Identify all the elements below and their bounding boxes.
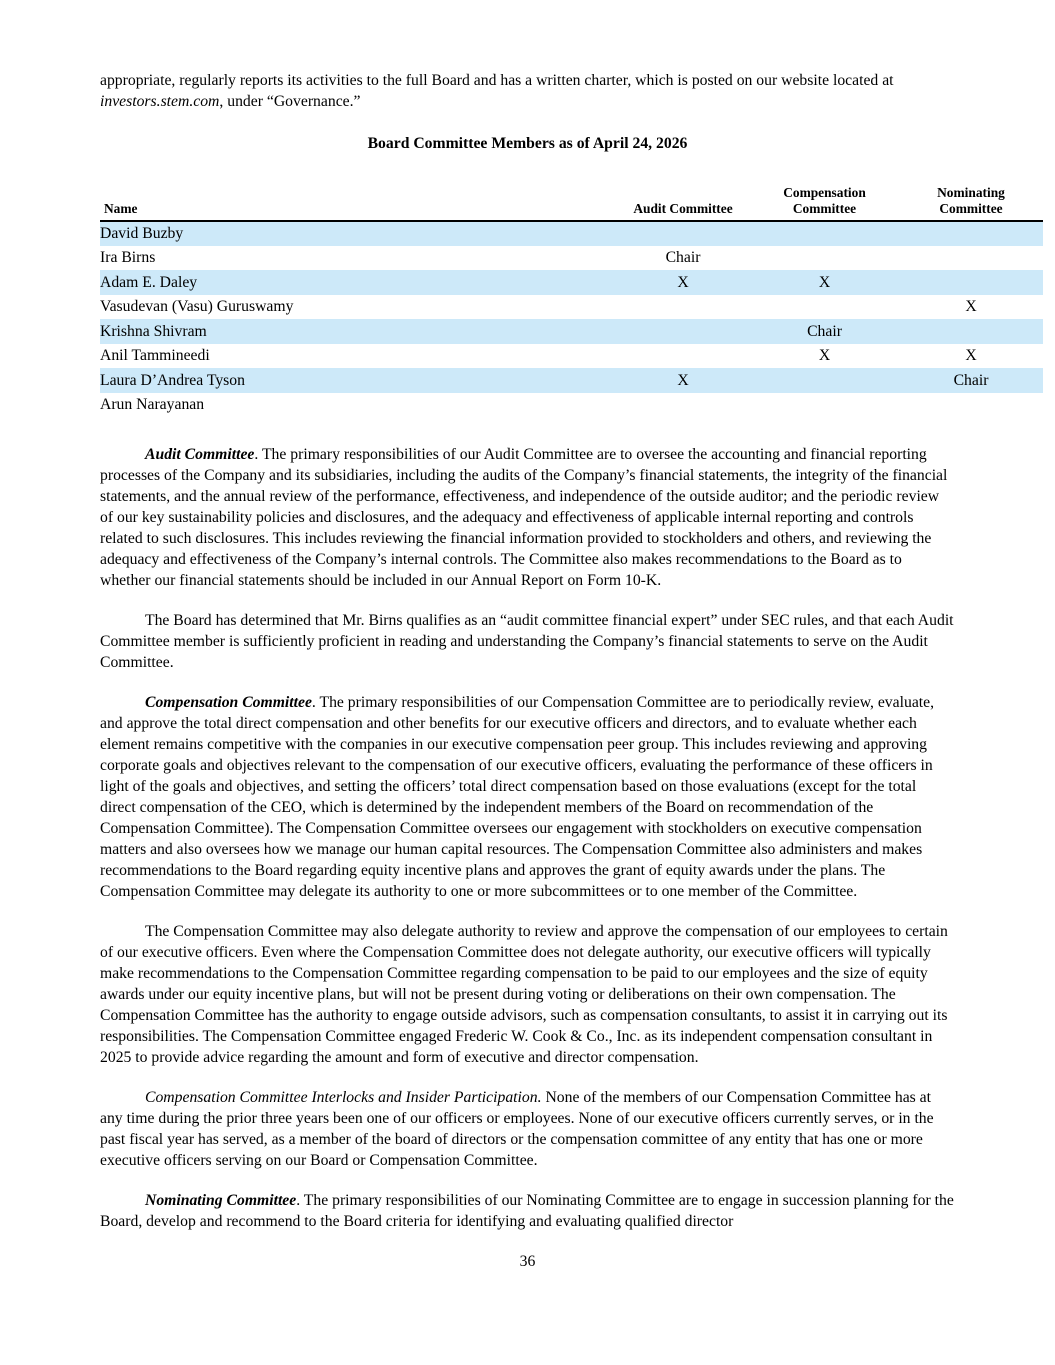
table-row [100, 221, 1043, 246]
cell-audit: Chair [665, 249, 701, 267]
paragraph-body: . The primary responsibilities of our Compensation Committee are to periodically review, evaluate, and approve the total direct compensation and other benefits for our executive officers and directors, and to evaluate whether each element remains competitive with the companies in our executive compensation peer group. This includes reviewing and approving corporate goals and objectives relevant to the compensation of our executive officers, evaluating the performance of these officers in light of the goals and objectives, and setting the officers’ total direct compensation based on those evaluations (except for the total direct compensation of the CEO, which is determined by the independent members of the Board on recommendation of the Compensation Committee). The Compensation Committee oversees our engagement with stockholders on executive compensation matters and also oversees how we manage our human capital resources. The Compensation Committee also administers and makes recommendations to the Board regarding equity incentive plans and approves the grant of equity awards under the plans. The Compensation Committee may delegate its authority to one or more subcommittees or to one member of the Committee. [100, 694, 935, 900]
cell-compensation [750, 368, 899, 393]
paragraph-compensation-committee [100, 692, 955, 902]
cell-name: Arun Narayanan [100, 396, 205, 414]
cell-compensation [750, 393, 899, 418]
cell-name: Krishna Shivram [100, 322, 207, 340]
cell-nominating [899, 246, 1043, 271]
cell-nominating: X [965, 298, 977, 316]
table-header [100, 185, 1043, 221]
cell-nominating [899, 221, 1043, 246]
table-body [100, 221, 1043, 417]
paragraph-compensation-delegation [100, 921, 955, 1068]
website-text: investors.stem.com [100, 93, 220, 110]
table-row [100, 344, 1043, 369]
cell-name: Laura D’Andrea Tyson [100, 371, 245, 389]
paragraph-lead: Nominating Committee [145, 1192, 297, 1209]
cell-audit: X [677, 273, 689, 291]
cell-audit [616, 393, 750, 418]
table-row [100, 368, 1043, 393]
cell-compensation: X [818, 273, 831, 291]
header-compensation-committee: Compensation Committee [750, 185, 899, 221]
cell-nominating [899, 393, 1043, 418]
header-name: Name [100, 185, 616, 221]
table-row [100, 295, 1043, 320]
paragraph-body: . The primary responsibilities of our Nominating Committee are to engage in succession planning for the Board, develop and recommend to the Board criteria for identifying and evaluating qualified director [100, 1192, 954, 1230]
cell-compensation: X [818, 347, 831, 365]
cell-audit [616, 344, 750, 369]
table-row [100, 393, 1043, 418]
committee-members-table [100, 185, 1043, 417]
paragraph-lead: Compensation Committee Interlocks and Insider Participation. [145, 1089, 542, 1106]
intro-paragraph [100, 70, 955, 112]
paragraph-body: The Board has determined that Mr. Birns qualifies as an “audit committee financial expert” under SEC rules, and that each Audit Committee member is sufficiently proficient in reading and understanding the Company’s financial statements to serve on the Audit Committee. [100, 612, 954, 671]
cell-name: Adam E. Daley [100, 273, 198, 291]
intro-text-after: , under “Governance.” [219, 93, 361, 110]
header-audit-committee: Audit Committee [616, 185, 750, 221]
intro-text-before: appropriate, regularly reports its activities to the full Board and has a written charter, which is posted on our website located at [100, 72, 894, 89]
cell-nominating: X [965, 347, 977, 365]
header-nominating-committee: Nominating Committee [899, 185, 1043, 221]
cell-audit [616, 295, 750, 320]
cell-audit: X [677, 371, 689, 389]
cell-compensation: Chair [807, 322, 842, 340]
paragraph-body: The Compensation Committee may also delegate authority to review and approve the compensation of our employees to certain of our executive officers. Even where the Compensation Committee does not delegate authority, our executive officers will typically make recommendations to the Compensation Committee regarding compensation to be paid to our employees and the size of equity awards under our equity incentive plans, but will not be present during voting or deliberations on their own compensation. The Compensation Committee has the authority to engage outside advisors, such as compensation consultants, to assist it in carrying out its responsibilities. The Compensation Committee engaged Frederic W. Cook & Co., Inc. as its independent compensation consultant in 2025 to provide advice regarding the amount and form of executive and director compensation. [100, 923, 948, 1066]
cell-nominating: Chair [953, 371, 989, 389]
section-title: Board Committee Members as of April 24, 2026 [367, 135, 688, 152]
cell-name: Anil Tammineedi [100, 347, 210, 365]
table-row [100, 246, 1043, 271]
paragraph-interlocks [100, 1087, 955, 1171]
cell-compensation [750, 221, 899, 246]
header-row [100, 185, 1043, 221]
cell-audit [616, 319, 750, 344]
cell-compensation [750, 246, 899, 271]
paragraph-audit-committee [100, 444, 955, 591]
paragraph-audit-expert [100, 610, 955, 673]
paragraph-nominating-committee [100, 1190, 955, 1232]
page-number: 36 [519, 1253, 536, 1270]
cell-name: David Buzby [100, 225, 184, 243]
cell-audit [616, 221, 750, 246]
cell-nominating [899, 270, 1043, 295]
cell-nominating [899, 319, 1043, 344]
table-row [100, 319, 1043, 344]
cell-name: Vasudevan (Vasu) Guruswamy [100, 298, 294, 316]
cell-name: Ira Birns [100, 249, 156, 267]
cell-compensation [750, 295, 899, 320]
table-row [100, 270, 1043, 295]
paragraph-lead: Audit Committee [145, 446, 255, 463]
paragraph-body: . The primary responsibilities of our Audit Committee are to oversee the accounting and financial reporting processes of the Company and its subsidiaries, including the audits of the Company’s financial statements, the integrity of the financial statements, and the annual review of the performance, effectiveness, and independence of the outside auditor; and the periodic review of our key sustainability policies and disclosures, and the adequacy and effectiveness of applicable internal reporting and controls related to such disclosures. This includes reviewing the financial information provided to stockholders and others, and reviewing the adequacy and effectiveness of the Company’s internal controls. The Committee also makes recommendations to the Board as to whether our financial statements should be included in our Annual Report on Form 10-K. [100, 446, 948, 589]
paragraph-body: None of the members of our Compensation Committee has at any time during the prior three years been one of our officers or employees. None of our executive officers currently serves, or in the past fiscal year has served, as a member of the board of directors or the compensation committee of any entity that has one or more executive officers serving on our Board or Compensation Committee. [100, 1089, 934, 1169]
paragraph-lead: Compensation Committee [145, 694, 312, 711]
